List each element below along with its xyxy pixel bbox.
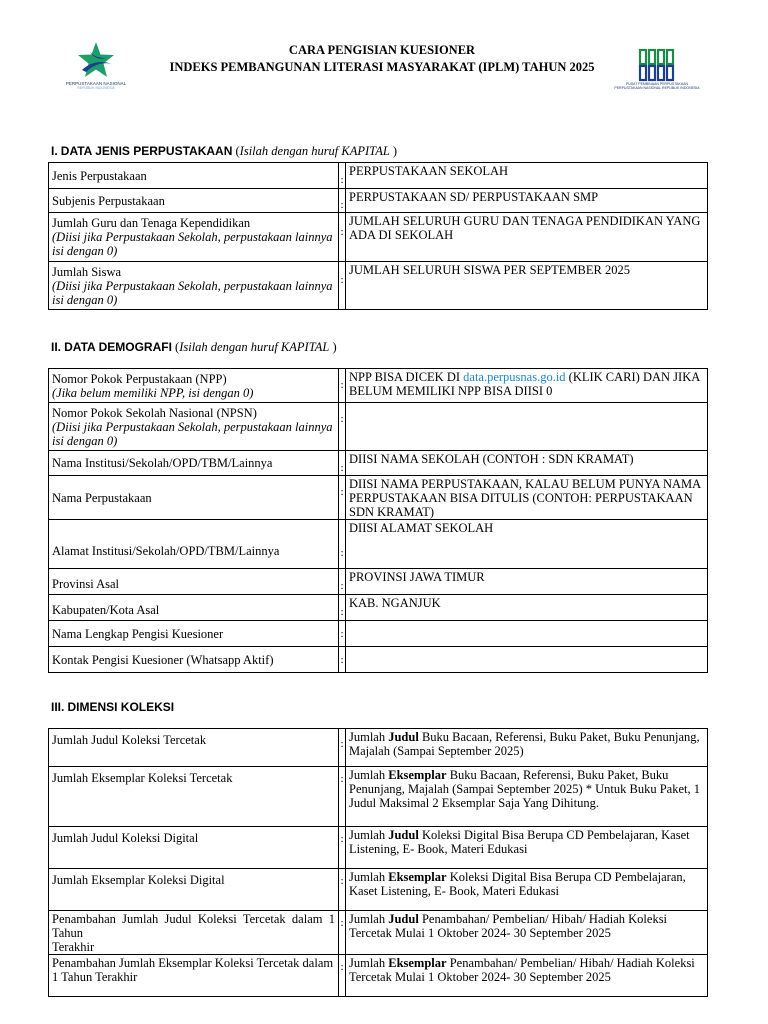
table-row: Jumlah Judul Koleksi Digital : Jumlah Judul Koleksi Digital Bisa Berupa CD Pembelajaran, Kaset Listening, E- Book, Materi Edukasi xyxy=(49,827,708,869)
section-3-heading xyxy=(51,700,174,715)
field-label: Kabupaten/Kota Asal xyxy=(49,595,339,621)
field-label: Penambahan Jumlah Eksemplar Koleksi Tercetak dalam 1 Tahun Terakhir xyxy=(49,955,339,997)
table-row: Nama Institusi/Sekolah/OPD/TBM/Lainnya : DIISI NAMA SEKOLAH (CONTOH : SDN KRAMAT) xyxy=(49,451,708,476)
field-label: Jenis Perpustakaan xyxy=(49,163,339,189)
table-row: Nama Lengkap Pengisi Kuesioner : xyxy=(49,621,708,647)
section-3-table xyxy=(48,728,708,997)
field-label: Jumlah Judul Koleksi Digital xyxy=(49,827,339,869)
section-3-number: III. xyxy=(51,700,65,714)
table-row: Jumlah Eksemplar Koleksi Tercetak : Jumlah Eksemplar Buku Bacaan, Referensi, Buku Paket, Buku Penunjang, Majalah (Sampai September 2025) * Untuk Buku Paket, 1 Judul Maksimal 2 Eksemplar Saja Yang Dihitung. xyxy=(49,767,708,827)
logo-right-caption-1: PUSAT PEMBINAAN PERPUSTAKAAN xyxy=(625,82,689,86)
field-value[interactable]: PERPUSTAKAAN SEKOLAH xyxy=(346,163,708,189)
field-label: Penambahan Jumlah Judul Koleksi Tercetak dalam 1 Tahun Terakhir xyxy=(49,911,339,955)
section-1-table xyxy=(48,162,708,310)
section-2-heading: II. DATA DEMOGRAFI (Isilah dengan huruf KAPITAL ) xyxy=(51,340,337,354)
table-row: Penambahan Jumlah Eksemplar Koleksi Tercetak dalam 1 Tahun Terakhir : Jumlah Eksemplar Penambahan/ Pembelian/ Hibah/ Hadiah Koleksi Tercetak Mulai 1 Oktober 2024- 30 September 2025 xyxy=(49,955,708,997)
library-emblem-icon xyxy=(637,48,677,82)
field-label: Subjenis Perpustakaan xyxy=(49,189,339,213)
section-2-note: Isilah dengan huruf KAPITAL xyxy=(179,340,330,354)
field-value[interactable] xyxy=(346,403,708,451)
table-row: Jumlah Eksemplar Koleksi Digital : Jumlah Eksemplar Koleksi Digital Bisa Berupa CD Pembelajaran, Kaset Listening, E- Book, Materi Edukasi xyxy=(49,869,708,911)
field-value[interactable] xyxy=(346,647,708,673)
table-row: Nomor Pokok Perpustakaan (NPP) (Jika belum memiliki NPP, isi dengan 0) : NPP BISA DICEK DI data.perpusnas.go.id (KLIK CARI) DAN JIKA BELUM MEMILIKI NPP BISA DIISI 0 xyxy=(49,369,708,403)
table-row: Nama Perpustakaan : DIISI NAMA PERPUSTAKAAN, KALAU BELUM PUNYA NAMA PERPUSTAKAAN BISA DITULIS (CONTOH: PERPUSTAKAAN SDN KRAMAT) xyxy=(49,476,708,520)
section-3-title: DIMENSI KOLEKSI xyxy=(67,700,175,714)
document-title: CARA PENGISIAN KUESIONER xyxy=(288,43,476,57)
document-subtitle: INDEKS PEMBANGUNAN LITERASI MASYARAKAT (IPLM) TAHUN 2025 xyxy=(169,60,595,74)
field-label: Jumlah Judul Koleksi Tercetak xyxy=(49,729,339,767)
table-row: Nomor Pokok Sekolah Nasional (NPSN) (Diisi jika Perpustakaan Sekolah, perpustakaan lainnya isi dengan 0) : xyxy=(49,403,708,451)
field-label: Provinsi Asal xyxy=(49,569,339,595)
field-value[interactable]: DIISI NAMA SEKOLAH (CONTOH : SDN KRAMAT) xyxy=(346,451,708,476)
table-row: Jumlah Siswa (Diisi jika Perpustakaan Sekolah, perpustakaan lainnya isi dengan 0) : JUMLAH SELURUH SISWA PER SEPTEMBER 2025 xyxy=(49,262,708,310)
table-row: Jenis Perpustakaan : PERPUSTAKAAN SEKOLAH xyxy=(49,163,708,189)
field-label: Alamat Institusi/Sekolah/OPD/TBM/Lainnya xyxy=(49,520,339,569)
field-value[interactable]: Jumlah Judul Buku Bacaan, Referensi, Buku Paket, Buku Penunjang, Majalah (Sampai September 2025) xyxy=(346,729,708,767)
table-row: Subjenis Perpustakaan : PERPUSTAKAAN SD/ PERPUSTAKAAN SMP xyxy=(49,189,708,213)
field-value[interactable] xyxy=(346,621,708,647)
field-label: Nomor Pokok Sekolah Nasional (NPSN) (Diisi jika Perpustakaan Sekolah, perpustakaan lainnya isi dengan 0) xyxy=(49,403,339,451)
pusat-pembinaan-logo xyxy=(614,48,700,98)
table-row: Alamat Institusi/Sekolah/OPD/TBM/Lainnya : DIISI ALAMAT SEKOLAH xyxy=(49,520,708,569)
field-value[interactable]: PROVINSI JAWA TIMUR xyxy=(346,569,708,595)
field-value[interactable]: KAB. NGANJUK xyxy=(346,595,708,621)
table-row: Kabupaten/Kota Asal : KAB. NGANJUK xyxy=(49,595,708,621)
table-row: Penambahan Jumlah Judul Koleksi Tercetak dalam 1 Tahun Terakhir : Jumlah Judul Penambahan/ Pembelian/ Hibah/ Hadiah Koleksi Tercetak Mulai 1 Oktober 2024- 30 September 2025 xyxy=(49,911,708,955)
field-value[interactable]: Jumlah Eksemplar Buku Bacaan, Referensi, Buku Paket, Buku Penunjang, Majalah (Sampai September 2025) * Untuk Buku Paket, 1 Judul Maksimal 2 Eksemplar Saja Yang Dihitung. xyxy=(346,767,708,827)
section-2-table xyxy=(48,368,708,673)
section-2-title: DATA DEMOGRAFI xyxy=(64,340,172,354)
section-1-heading: I. DATA JENIS PERPUSTAKAAN (Isilah dengan huruf KAPITAL ) xyxy=(51,144,398,158)
field-label: Nama Institusi/Sekolah/OPD/TBM/Lainnya xyxy=(49,451,339,476)
field-value[interactable]: JUMLAH SELURUH SISWA PER SEPTEMBER 2025 xyxy=(346,262,708,310)
field-value[interactable]: PERPUSTAKAAN SD/ PERPUSTAKAAN SMP xyxy=(346,189,708,213)
logo-left-caption: PERPUSTAKAAN NASIONAL xyxy=(65,81,127,86)
field-value[interactable]: Jumlah Eksemplar Koleksi Digital Bisa Berupa CD Pembelajaran, Kaset Listening, E- Book, Materi Edukasi xyxy=(346,869,708,911)
field-label: Nomor Pokok Perpustakaan (NPP) (Jika belum memiliki NPP, isi dengan 0) xyxy=(49,369,339,403)
field-value[interactable]: Jumlah Eksemplar Penambahan/ Pembelian/ Hibah/ Hadiah Koleksi Tercetak Mulai 1 Oktober 2024- 30 September 2025 xyxy=(346,955,708,997)
field-label: Nama Perpustakaan xyxy=(49,476,339,520)
field-value[interactable]: Jumlah Judul Penambahan/ Pembelian/ Hibah/ Hadiah Koleksi Tercetak Mulai 1 Oktober 2024- 30 September 2025 xyxy=(346,911,708,955)
field-label: Nama Lengkap Pengisi Kuesioner xyxy=(49,621,339,647)
table-row: Jumlah Judul Koleksi Tercetak : Jumlah Judul Buku Bacaan, Referensi, Buku Paket, Buku Penunjang, Majalah (Sampai September 2025) xyxy=(49,729,708,767)
field-value[interactable]: JUMLAH SELURUH GURU DAN TENAGA PENDIDIKAN YANG ADA DI SEKOLAH xyxy=(346,213,708,262)
document-header xyxy=(0,0,768,110)
perpusnas-link[interactable]: data.perpusnas.go.id xyxy=(463,370,566,384)
logo-right-caption-2: PERPUSTAKAAN NASIONAL REPUBLIK INDONESIA xyxy=(614,86,700,90)
table-row: Provinsi Asal : PROVINSI JAWA TIMUR xyxy=(49,569,708,595)
section-1-number: I. xyxy=(51,144,58,158)
field-value[interactable]: DIISI NAMA PERPUSTAKAAN, KALAU BELUM PUNYA NAMA PERPUSTAKAAN BISA DITULIS (CONTOH: PERPUSTAKAAN SDN KRAMAT) xyxy=(346,476,708,520)
field-label: Jumlah Guru dan Tenaga Kependidikan (Diisi jika Perpustakaan Sekolah, perpustakaan lainnya isi dengan 0) xyxy=(49,213,339,262)
field-label: Jumlah Eksemplar Koleksi Digital xyxy=(49,869,339,911)
table-row: Jumlah Guru dan Tenaga Kependidikan (Diisi jika Perpustakaan Sekolah, perpustakaan lainnya isi dengan 0) : JUMLAH SELURUH GURU DAN TENAGA PENDIDIKAN YANG ADA DI SEKOLAH xyxy=(49,213,708,262)
field-label: Jumlah Eksemplar Koleksi Tercetak xyxy=(49,767,339,827)
field-value[interactable]: Jumlah Judul Koleksi Digital Bisa Berupa CD Pembelajaran, Kaset Listening, E- Book, Materi Edukasi xyxy=(346,827,708,869)
section-1-title: DATA JENIS PERPUSTAKAAN xyxy=(60,144,233,158)
section-1-note: Isilah dengan huruf KAPITAL xyxy=(239,144,390,158)
field-value[interactable]: DIISI ALAMAT SEKOLAH xyxy=(346,520,708,569)
logo-left-subcaption: REPUBLIK INDONESIA xyxy=(77,86,115,90)
field-value[interactable]: NPP BISA DICEK DI data.perpusnas.go.id (KLIK CARI) DAN JIKA BELUM MEMILIKI NPP BISA DIISI 0 xyxy=(346,369,708,403)
field-label: Jumlah Siswa (Diisi jika Perpustakaan Sekolah, perpustakaan lainnya isi dengan 0) xyxy=(49,262,339,310)
table-row: Kontak Pengisi Kuesioner (Whatsapp Aktif) : xyxy=(49,647,708,673)
section-2-number: II. xyxy=(51,340,62,354)
field-label: Kontak Pengisi Kuesioner (Whatsapp Aktif) xyxy=(49,647,339,673)
